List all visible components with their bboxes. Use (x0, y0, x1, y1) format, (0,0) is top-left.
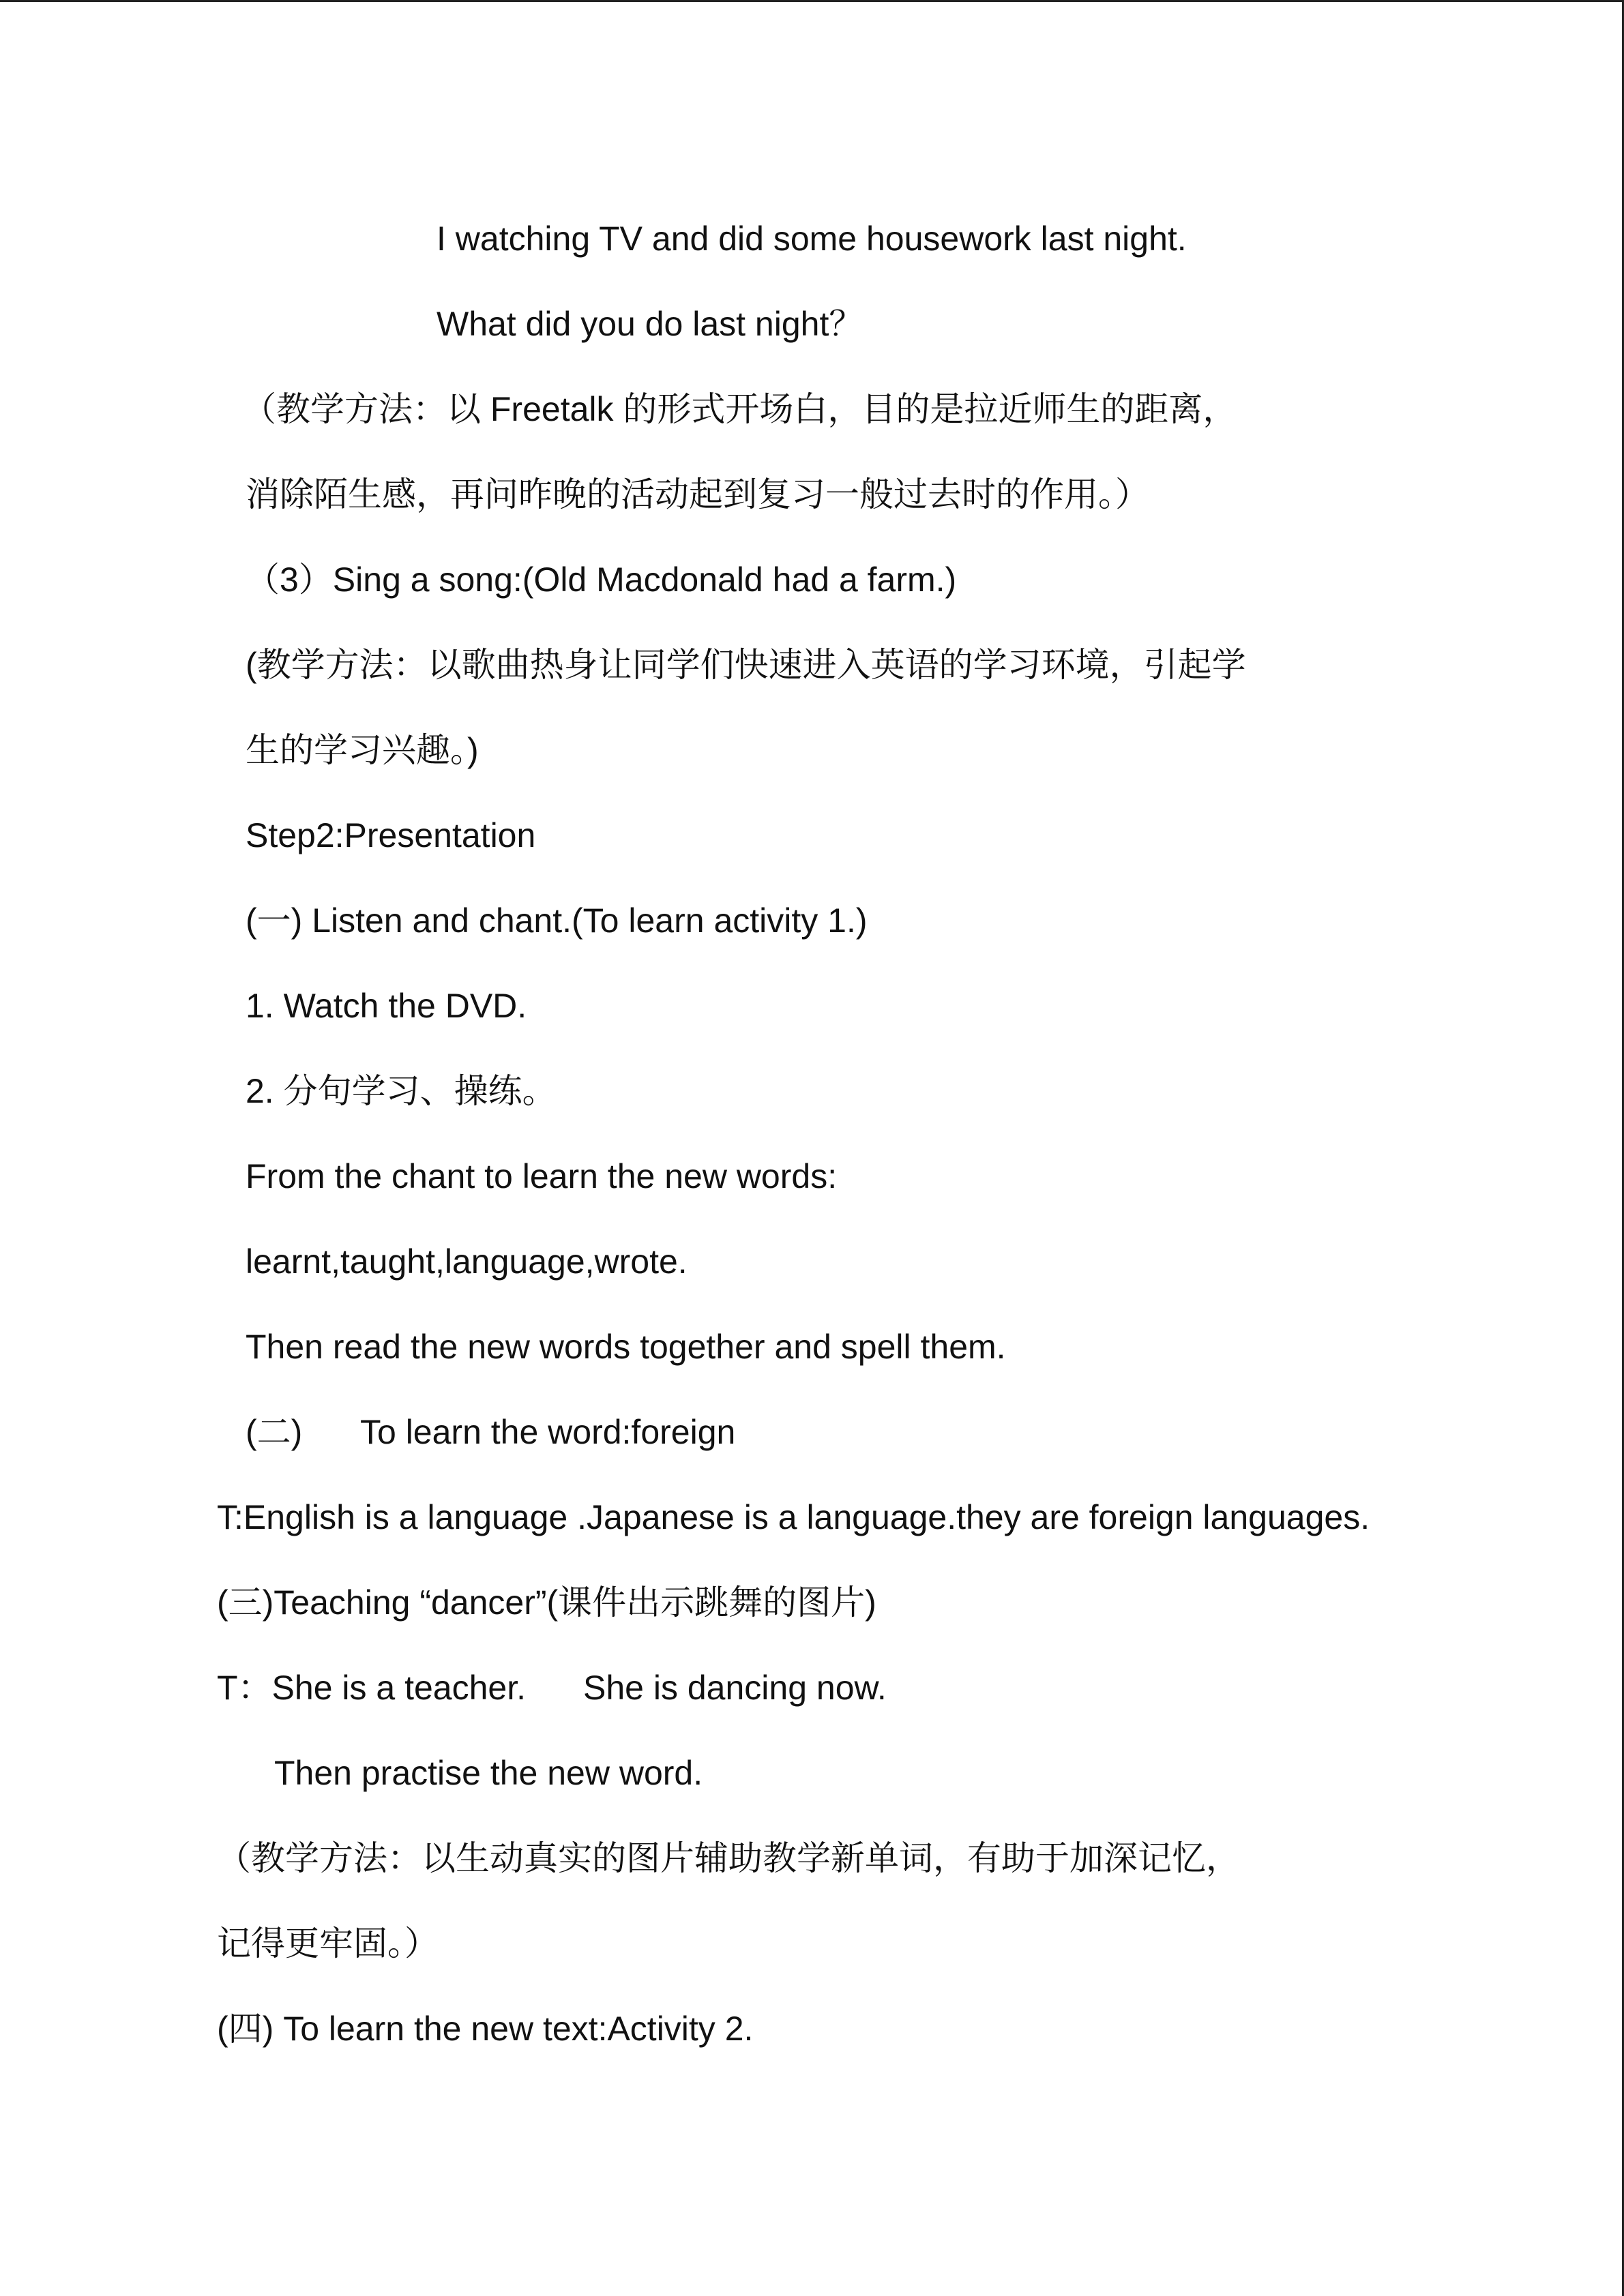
text-line-1: I watching TV and did some housework last night. (437, 220, 1187, 258)
text-line-20: （教学方法：以生动真实的图片辅助教学新单词，有助于加深记忆， (217, 1839, 1240, 1877)
text-line-18-left: T：She is a teacher. (217, 1669, 527, 1707)
text-line-15: To learn the word:foreign (360, 1413, 736, 1451)
page-top-border (0, 0, 1624, 2)
text-line-6: (教学方法：以歌曲热身让同学们快速进入英语的学习环境，引起学 (246, 646, 1246, 684)
text-line-14: Then read the new words together and spell them. (246, 1328, 1006, 1366)
text-line-21: 记得更牢固。） (217, 1924, 439, 1963)
text-line-18-right: She is dancing now. (583, 1669, 887, 1707)
text-line-16: T:English is a language .Japanese is a language.they are foreign languages. (217, 1498, 1370, 1536)
text-line-13: learnt,taught,language,wrote. (246, 1242, 688, 1281)
text-line-15-prefix: (二) (246, 1413, 303, 1451)
text-line-17: (三)Teaching “dancer”(课件出示跳舞的图片) (217, 1583, 876, 1622)
text-line-3: （教学方法：以 Freetalk 的形式开场白，目的是拉近师生的距离， (242, 390, 1237, 428)
text-line-22: (四) To learn the new text:Activity 2. (217, 2010, 754, 2048)
text-line-19: Then practise the new word. (274, 1754, 703, 1792)
text-line-11: 2. 分句学习、操练。 (246, 1072, 557, 1110)
text-line-7: 生的学习兴趣。) (246, 731, 479, 769)
text-line-9: (一) Listen and chant.(To learn activity 1.) (246, 901, 868, 940)
text-line-2: What did you do last night？ (437, 305, 863, 343)
text-line-12: From the chant to learn the new words: (246, 1157, 838, 1195)
text-line-5: （3）Sing a song:(Old Macdonald had a farm.) (246, 561, 957, 599)
text-line-4: 消除陌生感，再问昨晚的活动起到复习一般过去时的作用。） (246, 475, 1149, 513)
text-line-10: 1. Watch the DVD. (246, 987, 527, 1025)
text-line-8: Step2:Presentation (246, 816, 536, 854)
